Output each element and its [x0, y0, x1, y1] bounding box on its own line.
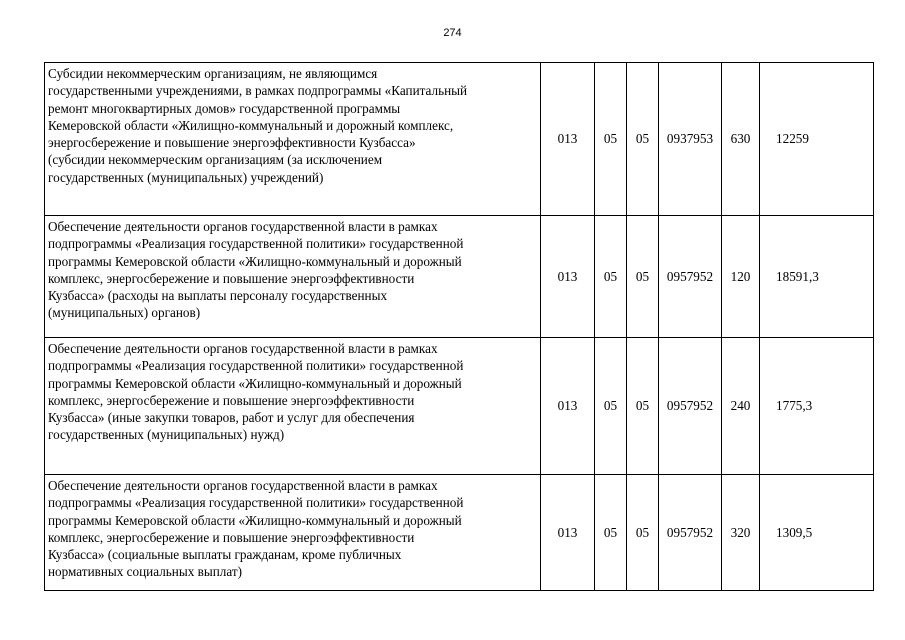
expense-type-code: 320	[722, 475, 760, 591]
expense-type-code: 240	[722, 338, 760, 475]
amount: 1775,3	[760, 338, 874, 475]
section-code: 05	[595, 63, 627, 216]
subsection-code: 05	[627, 475, 659, 591]
row-description: Обеспечение деятельности органов государственной власти в рамках подпрограммы «Реализация государственной политики» государственной программы Кемеровской области «Жилищно-коммунальный и дорожный комплекс, энергосбережение и повышение энергоэффективности Кузбасса» (социальные выплаты гражданам, кроме публичных нормативных социальных выплат)	[45, 475, 541, 591]
expense-type-code: 120	[722, 216, 760, 338]
section-code: 05	[595, 338, 627, 475]
expense-type-code: 630	[722, 63, 760, 216]
table-row	[45, 338, 874, 475]
subsection-code: 05	[627, 216, 659, 338]
section-code: 05	[595, 216, 627, 338]
amount: 12259	[760, 63, 874, 216]
subsection-code: 05	[627, 338, 659, 475]
ministry-code: 013	[541, 475, 595, 591]
ministry-code: 013	[541, 63, 595, 216]
target-article-code: 0957952	[659, 216, 722, 338]
row-description: Субсидии некоммерческим организациям, не являющимся государственными учреждениями, в рамках подпрограммы «Капитальный ремонт многоквартирных домов» государственной программы Кемеровской области «Жилищно-коммунальный и дорожный комплекс, энергосбережение и повышение энергоэффективности Кузбасса» (субсидии некоммерческим организациям (за исключением государственных (муниципальных) учреждений)	[45, 63, 541, 216]
budget-table	[44, 62, 874, 591]
amount: 1309,5	[760, 475, 874, 591]
section-code: 05	[595, 475, 627, 591]
target-article-code: 0957952	[659, 338, 722, 475]
table-row	[45, 216, 874, 338]
ministry-code: 013	[541, 216, 595, 338]
row-description: Обеспечение деятельности органов государственной власти в рамках подпрограммы «Реализация государственной политики» государственной программы Кемеровской области «Жилищно-коммунальный и дорожный комплекс, энергосбережение и повышение энергоэффективности Кузбасса» (расходы на выплаты персоналу государственных (муниципальных) органов)	[45, 216, 541, 338]
subsection-code: 05	[627, 63, 659, 216]
row-description: Обеспечение деятельности органов государственной власти в рамках подпрограммы «Реализация государственной политики» государственной программы Кемеровской области «Жилищно-коммунальный и дорожный комплекс, энергосбережение и повышение энергоэффективности Кузбасса» (иные закупки товаров, работ и услуг для обеспечения государственных (муниципальных) нужд)	[45, 338, 541, 475]
amount: 18591,3	[760, 216, 874, 338]
page-number: 274	[443, 27, 462, 39]
ministry-code: 013	[541, 338, 595, 475]
target-article-code: 0937953	[659, 63, 722, 216]
target-article-code: 0957952	[659, 475, 722, 591]
table-row	[45, 475, 874, 591]
table-row	[45, 63, 874, 216]
